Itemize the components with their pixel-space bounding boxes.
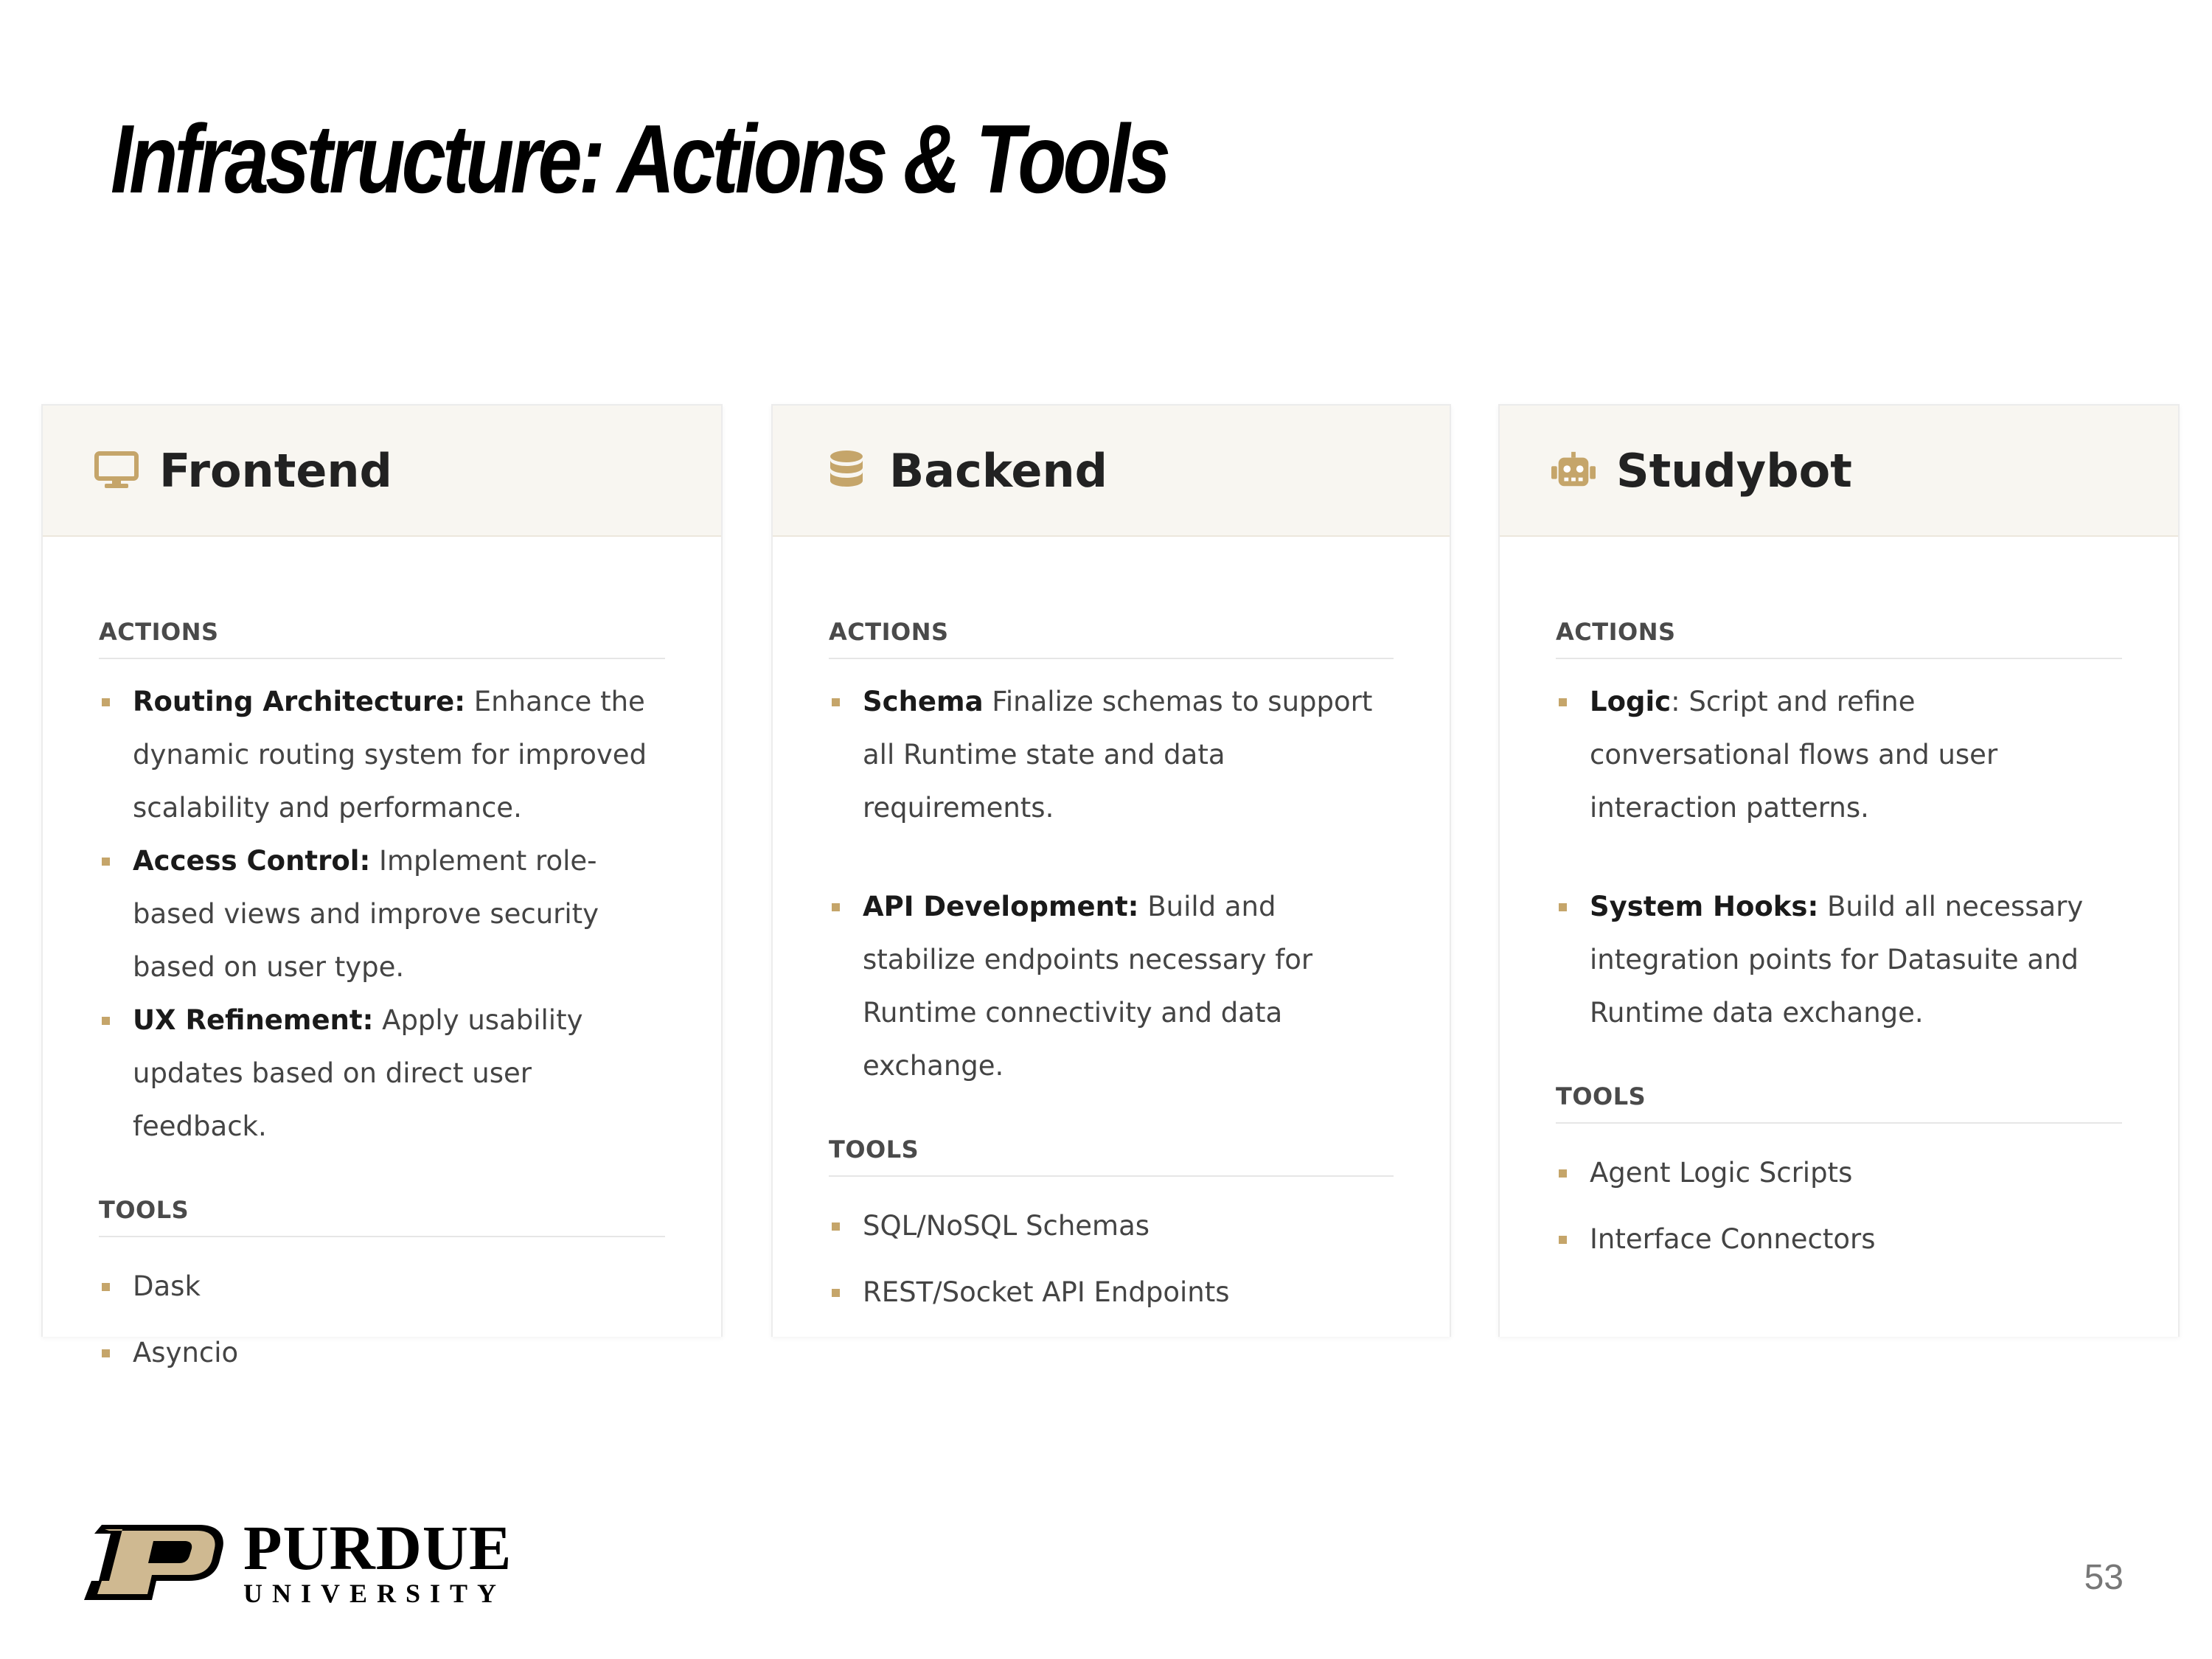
action-lead: Routing Architecture: [133,686,466,717]
tool-text: SQL/NoSQL Schemas [863,1210,1150,1242]
monitor-icon [94,448,139,493]
action-item [99,835,667,994]
action-text: Implement role-based views and improve security based on user type. [133,845,599,983]
action-lead: System Hooks: [1590,891,1819,922]
action-text: Finalize schemas to support all Runtime state and data requirements. [863,686,1373,824]
purdue-name: PURDUE [243,1512,512,1583]
tool-text: Agent Logic Scripts [1590,1157,1853,1189]
action-item [829,880,1389,1093]
bullet-icon [832,1289,840,1297]
purdue-wordmark [243,1512,512,1609]
backend-card [771,404,1451,1337]
studybot-card [1498,404,2180,1337]
page-number: 53 [2084,1558,2124,1597]
action-lead: Logic [1590,686,1672,717]
tools-label: TOOLS [99,1196,665,1237]
tool-item [829,1259,1394,1326]
purdue-p-icon [83,1523,227,1605]
robot-icon [1551,448,1596,493]
card-header [1500,406,2178,537]
action-lead: API Development: [863,891,1139,922]
frontend-card [41,404,723,1368]
actions-list [1556,659,2122,1040]
action-item [829,675,1389,835]
action-item [1556,880,2124,1040]
card-header [773,406,1450,537]
action-text: Build and stabilize endpoints necessary for Runtime connectivity and data exchange. [863,891,1313,1082]
actions-label: ACTIONS [829,618,1394,659]
tools-list [1556,1124,2122,1273]
bullet-icon [832,903,840,911]
actions-label: ACTIONS [99,618,665,659]
bullet-icon [1559,1236,1567,1244]
tools-list [829,1177,1394,1326]
tools-list [99,1237,665,1386]
card-title: Frontend [159,443,392,498]
bullet-icon [1559,698,1567,706]
tool-text: Dask [133,1270,201,1302]
tool-item [99,1253,665,1320]
action-text: Enhance the dynamic routing system for improved scalability and performance. [133,686,647,824]
card-header [43,406,721,537]
bullet-icon [102,1349,110,1357]
tool-text: REST/Socket API Endpoints [863,1276,1230,1308]
action-item [99,994,667,1153]
bullet-icon [102,858,110,866]
purdue-logo [83,1512,512,1609]
action-lead: Access Control: [133,845,371,877]
card-title: Backend [889,443,1107,498]
action-item [1556,675,2124,835]
tools-label: TOOLS [1556,1082,2122,1124]
bullet-icon [102,1017,110,1025]
action-text: : Script and refine conversational flows and user interaction patterns. [1590,686,1998,824]
action-lead: Schema [863,686,984,717]
action-text: Apply usability updates based on direct user feedback. [133,1004,583,1142]
actions-list [99,659,665,1153]
bullet-icon [102,1283,110,1291]
tool-item [99,1320,665,1386]
purdue-subname: UNIVERSITY [243,1579,507,1608]
action-text: Build all necessary integration points for Datasuite and Runtime data exchange. [1590,891,2084,1029]
tool-item [829,1193,1394,1259]
tools-label: TOOLS [829,1135,1394,1177]
bullet-icon [832,1222,840,1231]
bullet-icon [832,698,840,706]
actions-list [829,659,1394,1093]
database-icon [824,448,869,493]
action-item [99,675,667,835]
action-lead: UX Refinement: [133,1004,374,1036]
tool-text: Interface Connectors [1590,1223,1876,1255]
tool-text: Asyncio [133,1337,239,1368]
actions-label: ACTIONS [1556,618,2122,659]
card-title: Studybot [1616,443,1852,498]
bullet-icon [102,698,110,706]
slide-title: Infrastructure: Actions & Tools [111,105,1168,213]
bullet-icon [1559,903,1567,911]
tool-item [1556,1206,2122,1273]
tool-item [1556,1140,2122,1206]
bullet-icon [1559,1169,1567,1178]
